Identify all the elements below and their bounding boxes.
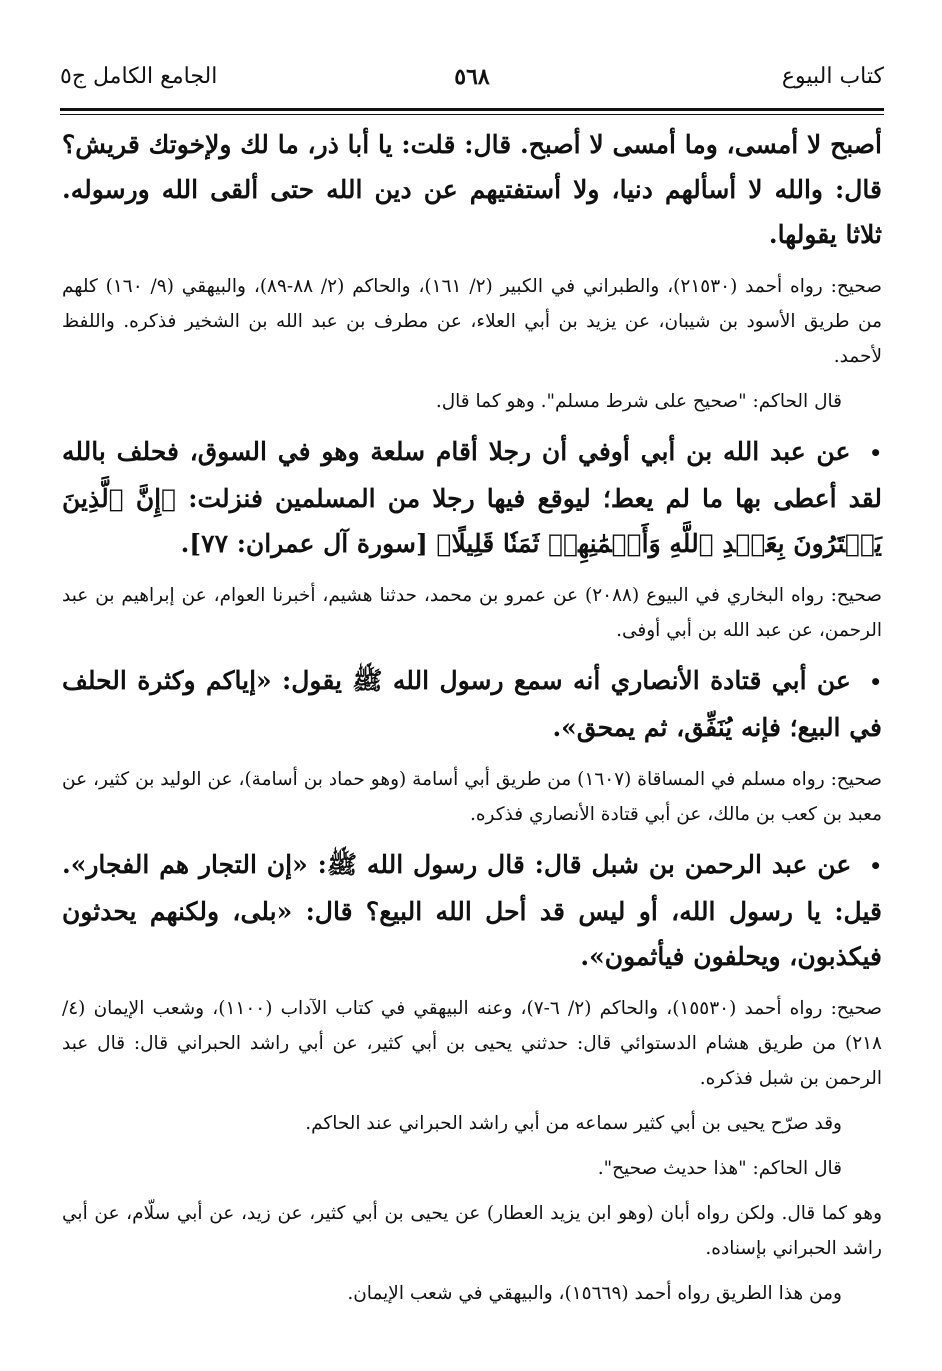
hadith-text bbox=[62, 842, 882, 979]
paragraph-text: عن عبد الله بن أبي أوفي أن رجلا أقام سلعة وهو في السوق، فحلف بالله لقد أعطى بها ما لم يعط؛ ليوقع فيها رجلا من المسلمين فنزلت: ﴿إِنَّ ٱلَّذِينَ يَشۡتَرُونَ بِعَهۡدِ ٱللَّهِ وَأَيۡمَٰنِهِمۡ ثَمَنٗا قَلِيلًا﴾ [سورة آل عمران: ٧٧]. bbox=[62, 437, 882, 558]
takhrij-note bbox=[62, 1196, 882, 1266]
paragraph-text: ومن هذا الطريق رواه أحمد (١٥٦٦٩)، والبيهقي في شعب الإيمان. bbox=[347, 1283, 842, 1304]
bullet-marker: • bbox=[869, 854, 882, 878]
takhrij-note bbox=[62, 269, 882, 374]
paragraph-text: عن أبي قتادة الأنصاري أنه سمع رسول الله ﷺ يقول: «إياكم وكثرة الحلف في البيع؛ فإنه يُنَفِّق، ثم يمحق». bbox=[62, 666, 882, 742]
hadith-text bbox=[62, 658, 882, 750]
page-number: ٥٦٨ bbox=[454, 64, 490, 90]
header-rule-thin bbox=[60, 114, 884, 115]
header-rule-thick bbox=[60, 108, 884, 111]
paragraph-text: صحيح: رواه أحمد (١٥٥٣٠)، والحاكم (٢/ ٦-٧)، وعنه البيهقي في كتاب الآداب (١١٠٠)، وشعب الإيمان (٤/ ٢١٨) من طريق هشام الدستوائي قال: حدثني يحيى بن أبي كثير، عن أبي راشد الحبراني قال: قال عبد الرحمن بن شبل فذكره. bbox=[62, 998, 882, 1089]
paragraph-text: قال الحاكم: "صحيح على شرط مسلم". وهو كما قال. bbox=[435, 391, 842, 412]
takhrij-note bbox=[62, 1151, 882, 1186]
page-body bbox=[62, 122, 882, 1321]
paragraph-text: صحيح: رواه مسلم في المساقاة (١٦٠٧) من طريق أبي أسامة (وهو حماد بن أسامة)، عن الوليد بن كثير، عن معبد بن كعب بن مالك، عن أبي قتادة الأنصاري فذكره. bbox=[62, 769, 882, 825]
paragraph-text: أصبح لا أمسى، وما أمسى لا أصبح. قال: قلت: يا أبا ذر، ما لك ولإخوتك قريش؟ قال: والله لا أسألهم دنيا، ولا أستفتيهم عن دين الله حتى ألقى الله ورسوله. ثلاثا يقولها. bbox=[62, 130, 882, 249]
paragraph-text: صحيح: رواه البخاري في البيوع (٢٠٨٨) عن عمرو بن محمد، حدثنا هشيم، أخبرنا العوام، عن إبراهيم بن عبد الرحمن، عن عبد الله بن أبي أوفى. bbox=[62, 585, 882, 641]
takhrij-note bbox=[62, 1106, 882, 1141]
takhrij-note bbox=[62, 991, 882, 1096]
takhrij-note bbox=[62, 762, 882, 832]
bullet-marker: • bbox=[869, 670, 882, 694]
takhrij-note bbox=[62, 1276, 882, 1311]
running-header bbox=[60, 58, 884, 104]
hadith-text bbox=[62, 429, 882, 566]
bullet-marker: • bbox=[869, 441, 882, 465]
paragraph-text: عن عبد الرحمن بن شبل قال: قال رسول الله ﷺ: «إن التجار هم الفجار». قيل: يا رسول الله، أو ليس قد أحل الله البيع؟ قال: «بلى، ولكنهم يحدثون فيكذبون، ويحلفون فيأثمون». bbox=[62, 850, 882, 971]
takhrij-note bbox=[62, 384, 882, 419]
paragraph-text: قال الحاكم: "هذا حديث صحيح". bbox=[597, 1158, 842, 1179]
paragraph-text: صحيح: رواه أحمد (٢١٥٣٠)، والطبراني في الكبير (٢/ ١٦١)، والحاكم (٢/ ٨٨-٨٩)، والبيهقي (٩/ ١٦٠) كلهم من طريق الأسود بن شيبان، عن يزيد بن أبي العلاء، عن مطرف بن عبد الله بن الشخير فذكره. واللفظ لأحمد. bbox=[62, 276, 882, 367]
header-book-title: الجامع الكامل ج٥ bbox=[60, 64, 218, 89]
paragraph-text: وقد صرّح يحيى بن أبي كثير سماعه من أبي راشد الحبراني عند الحاكم. bbox=[305, 1113, 842, 1134]
hadith-text-continuation bbox=[62, 122, 882, 257]
takhrij-note bbox=[62, 578, 882, 648]
header-section-title: كتاب البيوع bbox=[781, 64, 884, 89]
paragraph-text: وهو كما قال. ولكن رواه أبان (وهو ابن يزيد العطار) عن يحيى بن أبي كثير، عن زيد، عن أبي سلّام، عن أبي راشد الحبراني بإسناده. bbox=[62, 1203, 882, 1259]
